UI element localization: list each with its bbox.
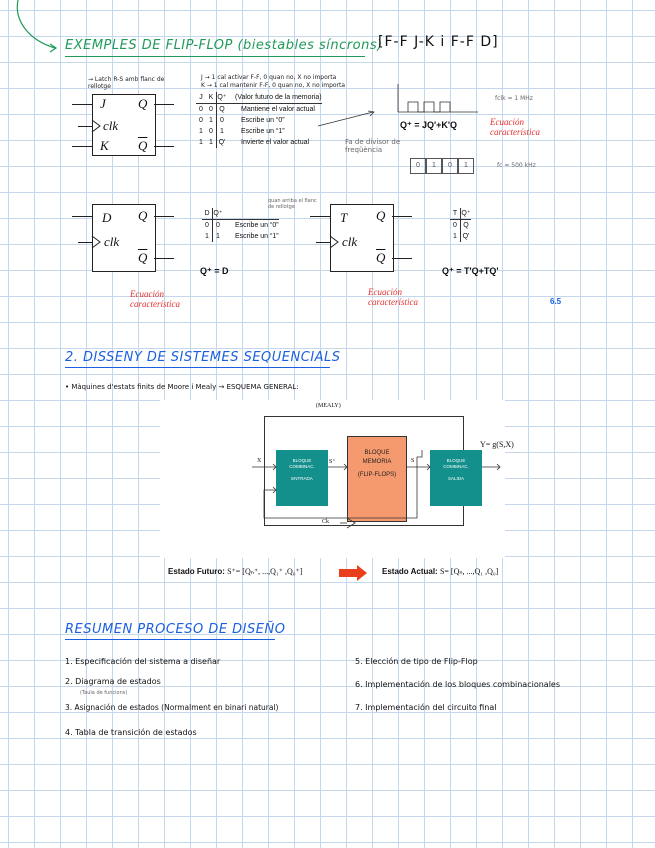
actual-state-eq: S= [Qₙ, ...,Q₁ ,Q₀]	[439, 567, 499, 576]
d-cell: 0	[212, 220, 223, 231]
jk-caption: Ecuación característica	[490, 117, 540, 137]
bit-cell: 1	[458, 158, 474, 174]
pin-line	[310, 216, 330, 217]
mealy-label: (MEALY)	[316, 403, 341, 409]
freq-divider-note: Fa de divisor de freqüència	[345, 138, 401, 154]
jk-header-note: (Valor futuro de la memoria)	[235, 94, 322, 101]
step-6: 6. Implementación de los bloques combinacionales	[355, 680, 561, 689]
jk-cell: 0	[199, 117, 203, 124]
divider-waveform	[410, 158, 474, 174]
corner-arrow-icon	[0, 0, 70, 60]
t-equation: Q⁺ = T'Q+TQ'	[442, 266, 499, 276]
s-plus-label: S⁺	[329, 459, 336, 465]
block-out-line: COMBINAC.	[443, 464, 469, 469]
jk-row-desc: Escribe un “0”	[241, 117, 285, 124]
jk-cell: 1	[199, 128, 203, 135]
pin-line	[78, 126, 92, 127]
x-label: X	[257, 458, 262, 464]
clock-waveform-icon	[398, 84, 488, 114]
clock-triangle-icon	[330, 236, 340, 248]
step-2-sub: (Taula de funcions)	[80, 690, 128, 696]
jk-cell: Q'	[216, 137, 227, 148]
block-mem-line: (FLIP-FLOPS)	[357, 472, 397, 478]
right-arrow-icon	[339, 565, 369, 581]
t-cell: 1	[453, 233, 457, 240]
future-state	[168, 567, 302, 576]
section3-title: RESUMEN PROCESO DE DISEÑO	[65, 622, 286, 637]
equation-arrow-icon	[318, 108, 378, 128]
t-header-q: Q⁺	[461, 210, 471, 217]
section3-underline	[65, 639, 275, 640]
clock-triangle-icon	[92, 120, 102, 132]
block-in-line: BLOQUE	[292, 458, 312, 463]
t-pin-qbar: $\overline{Q}$	[376, 250, 386, 265]
step-1: 1. Especificación del sistema a diseñar	[65, 657, 221, 666]
pin-line	[392, 258, 412, 259]
block-in-line: COMBINAC.	[289, 464, 315, 469]
jk-row-desc: Escribe un “1”	[241, 128, 285, 135]
jk-truth-table	[196, 92, 322, 148]
step-4: 4. Tabla de transición de estados	[65, 728, 197, 737]
step-5: 5. Elección de tipo de Flip-Flop	[355, 657, 478, 666]
pin-line	[78, 242, 92, 243]
d-note: quan arriba el flanc de rellotge	[268, 198, 317, 210]
bit-cell: 1	[426, 158, 442, 174]
section1-title: EXEMPLES DE FLIP-FLOP (biestables síncrons)	[65, 38, 383, 53]
jk-cell: 1	[209, 117, 213, 124]
jk-pin-clk: clk	[103, 118, 119, 133]
pin-line	[154, 146, 174, 147]
d-truth-table	[202, 208, 279, 242]
pin-line	[154, 104, 174, 105]
pin-line	[72, 104, 92, 105]
jk-row-desc: Mantiene el valor actual	[241, 106, 315, 113]
d-cell: 1	[205, 233, 209, 240]
section1-bracket: [F-F J-K i F-F D]	[378, 34, 499, 50]
block-mem-line: BLOQUE	[364, 450, 390, 456]
d-header-q: Q⁺	[213, 210, 223, 217]
pin-line	[72, 216, 92, 217]
t-cell: Q'	[460, 231, 471, 242]
s-label: S	[411, 458, 415, 464]
pin-line	[154, 216, 174, 217]
d-row-desc: Escribe un “1”	[235, 233, 279, 240]
jk-cell: 0	[209, 106, 213, 113]
bit-cell: 0	[410, 158, 426, 174]
jk-pin-k: K	[100, 138, 109, 153]
t-header-t: T	[452, 210, 458, 217]
jk-note-k: K → 1 cal mantenir F-F, 0 quan no, X no importa	[201, 82, 346, 89]
block-in-line: ENTRADA	[291, 476, 313, 481]
jk-cell: 0	[199, 106, 203, 113]
y-equation: Y= g(S,X)	[480, 440, 514, 449]
jk-pin-j: J	[100, 96, 106, 111]
section2-underline	[65, 367, 330, 368]
clock-triangle-icon	[92, 236, 102, 248]
t-pin-t: T	[340, 210, 348, 225]
jk-cell: 0	[209, 128, 213, 135]
section1-underline	[65, 56, 365, 57]
actual-state	[382, 567, 498, 576]
t-caption: Ecuación característica	[368, 287, 418, 307]
t-pin-q: Q	[376, 208, 386, 223]
jk-pin-qbar: $\overline{Q}$	[138, 138, 148, 153]
section2-bullet: • Màquines d'estats finits de Moore i Mealy → ESQUEMA GENERAL:	[65, 383, 299, 391]
d-header-d: D	[204, 210, 210, 217]
page-number: 6.5	[550, 297, 562, 306]
jk-cell: 1	[216, 126, 227, 137]
step-2: 2. Diagrama de estados	[65, 677, 161, 686]
jk-cell: 0	[216, 115, 227, 126]
block-out-line: BLOQUE	[446, 458, 466, 463]
actual-state-label: Estado Actual:	[382, 567, 438, 576]
d-pin-q: Q	[138, 208, 148, 223]
step-3: 3. Asignación de estados (Normalment en binari natural)	[65, 703, 279, 712]
d-row-desc: Escribe un “0”	[235, 222, 279, 229]
future-state-eq: S⁺= [Qₙ⁺, ...,Q₁⁺ ,Q₀⁺]	[227, 567, 303, 576]
d-pin-qbar: $\overline{Q}$	[138, 250, 148, 265]
ck-label: Ck	[322, 519, 330, 525]
d-cell: 0	[205, 222, 209, 229]
d-cell: 1	[212, 231, 223, 242]
d-equation: Q⁺ = D	[200, 266, 229, 276]
t-truth-table	[450, 208, 471, 242]
pin-line	[392, 216, 412, 217]
jk-cell: Q	[216, 104, 227, 115]
d-pin-clk: clk	[104, 234, 120, 249]
jk-header-q: Q⁺	[217, 94, 227, 101]
step-7: 7. Implementación del circuito final	[355, 703, 497, 712]
fc-label: fc = 500 kHz	[497, 162, 536, 169]
jk-equation: Q⁺ = JQ'+K'Q	[400, 120, 458, 130]
diagram-wires-icon	[160, 420, 505, 550]
jk-pin-q: Q	[138, 96, 148, 111]
bit-cell: 0	[442, 158, 458, 174]
t-pin-clk: clk	[342, 234, 358, 249]
d-pin-d: D	[102, 210, 112, 225]
fclk-label: fclk = 1 MHz	[495, 95, 533, 102]
block-out-line: SALIDA	[447, 476, 464, 481]
t-cell: Q	[460, 220, 471, 231]
d-caption: Ecuación característica	[130, 289, 180, 309]
block-mem-line: MEMORIA	[362, 459, 392, 465]
jk-note-j: J → 1 cal activar F-F, 0 quan no, X no importa	[201, 74, 337, 81]
jk-header-j: J	[199, 94, 203, 101]
jk-header-k: K	[208, 94, 214, 101]
jk-row-desc: Invierte el valor actual	[241, 139, 310, 146]
future-state-label: Estado Futuro:	[168, 567, 225, 576]
jk-latch-note: → Latch R-S amb flanc de rellotge	[88, 76, 165, 90]
jk-cell: 1	[209, 139, 213, 146]
section2-title: 2. DISSENY DE SISTEMES SEQUENCIALS	[65, 350, 341, 365]
pin-line	[72, 146, 92, 147]
jk-cell: 1	[199, 139, 203, 146]
pin-line	[316, 242, 330, 243]
pin-line	[154, 258, 174, 259]
t-cell: 0	[453, 222, 457, 229]
